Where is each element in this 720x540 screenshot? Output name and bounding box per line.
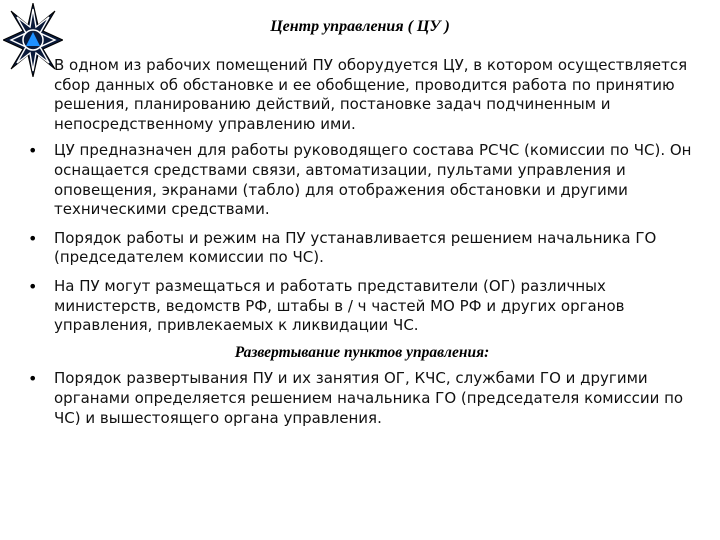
document-body [28, 56, 696, 437]
list-item [28, 141, 696, 219]
list-item-text: ЦУ предназначен для работы руководящего состава РСЧС (комиссии по ЧС). Он оснащается средствами связи, автоматизации, пультами управления и оповещения, экранами (табло) для отображения обстановки и другими техническими средствами. [54, 141, 692, 219]
list-item-text: Порядок развертывания ПУ и их занятия ОГ, КЧС, службами ГО и другими органами определяется решением начальника ГО (председателя комиссии по ЧС) и вышестоящего органа управления. [54, 369, 684, 427]
bullet-icon: • [28, 228, 38, 248]
list-item-text: На ПУ могут размещаться и работать представители (ОГ) различных министерств, ведомств РФ, штабы в / ч частей МО РФ и других органов управления, привлекаемых к ликвидации ЧС. [54, 276, 625, 335]
list-item [28, 277, 696, 336]
bullet-icon: • [28, 141, 38, 161]
intro-paragraph: В одном из рабочих помещений ПУ оборудуется ЦУ, в котором осуществляется сбор данных об обстановке и ее обобщение, проводится работа по принятию решения, планированию действий, постановке задач подчиненным и непосредственному управлению ими. [54, 56, 688, 133]
page-title: Центр управления ( ЦУ ) [270, 18, 450, 35]
section-subheading: Развертывание пунктов управления: [234, 343, 490, 361]
list-item-text: Порядок работы и режим на ПУ устанавливается решением начальника ГО (председателем комиссии по ЧС). [54, 228, 657, 267]
bullet-icon: • [28, 276, 38, 296]
list-item [28, 369, 696, 428]
bullet-icon: • [28, 369, 38, 389]
list-item [28, 229, 696, 268]
